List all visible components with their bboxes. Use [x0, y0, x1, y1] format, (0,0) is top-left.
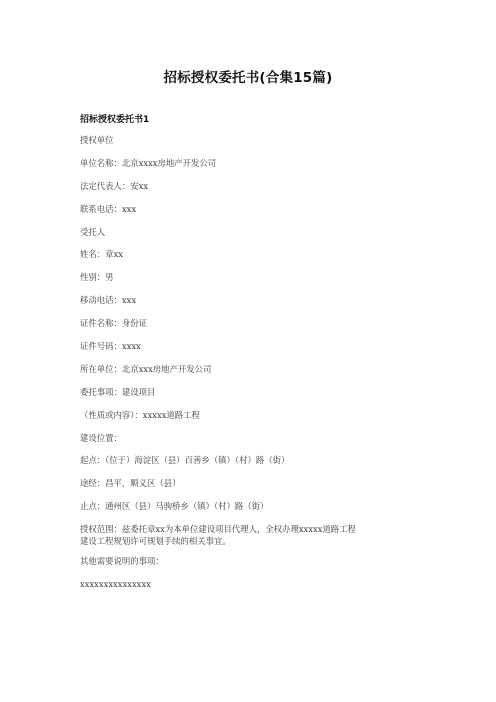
line-matter: 委托事项：建设项目 — [80, 386, 156, 397]
line-via: 途经：昌平，顺义区（县） — [80, 478, 181, 489]
authorization-scope-text-2: 建设工程规划许可规划手续的相关事宜。 — [80, 536, 231, 547]
line-id-type: 证件名称：身份证 — [80, 318, 147, 329]
authorization-scope-text-1: 授权范围：兹委托章xx为本单位建设项目代理人，全权办理xxxxx道路工程 — [80, 524, 356, 535]
line-location: 建设位置： — [80, 432, 122, 443]
line-start-point: 起点：（位于）海淀区（县）百善乡（镇）（村）路（街） — [80, 455, 290, 466]
line-mobile: 移动电话：xxx — [80, 295, 137, 306]
line-other-notes-label: 其他需要说明的事项： — [80, 555, 164, 566]
section-heading: 招标授权委托书1 — [80, 115, 150, 125]
line-end-point: 止点：通州区（县）马驹桥乡（镇）（村）路（街） — [80, 501, 269, 512]
line-authorization-scope — [80, 523, 420, 547]
line-other-notes-value: xxxxxxxxxxxxxxx — [80, 578, 151, 589]
document-title: 招标授权委托书(合集15篇) — [163, 70, 333, 86]
line-nature: （性质或内容）：xxxxx道路工程 — [80, 409, 200, 420]
document-body — [80, 134, 420, 600]
line-trustee: 受托人 — [80, 226, 106, 237]
line-id-number: 证件号码：xxxx — [80, 341, 141, 352]
line-name: 姓名：章xx — [80, 249, 123, 260]
line-gender: 性别：男 — [80, 272, 114, 283]
line-phone: 联系电话：xxx — [80, 203, 137, 214]
line-unit-name: 单位名称：北京xxxx房地产开发公司 — [80, 157, 217, 168]
line-legal-representative: 法定代表人：安xx — [80, 180, 149, 191]
line-authorizing-unit: 授权单位 — [80, 135, 114, 145]
line-affiliation: 所在单位：北京xxx房地产开发公司 — [80, 363, 212, 374]
